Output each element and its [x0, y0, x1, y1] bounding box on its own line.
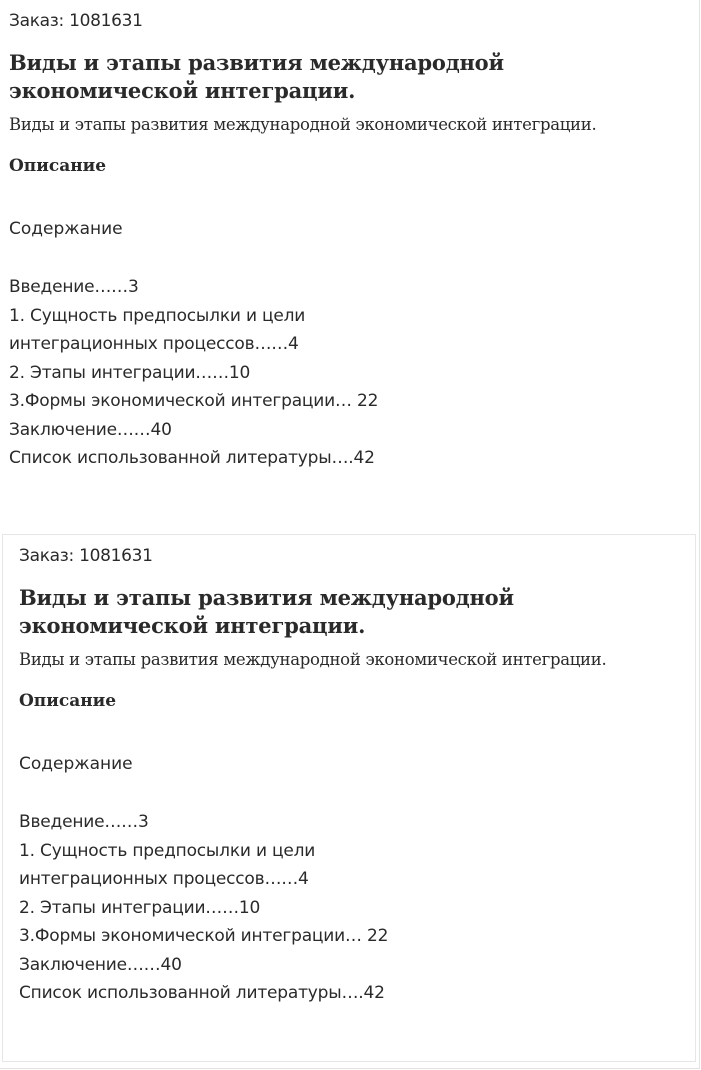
work-title: Виды и этапы развития международной экономической интеграции. [19, 585, 514, 638]
toc-item: Введение……3 [9, 277, 139, 297]
order-number: Заказ: 1081631 [19, 546, 153, 566]
description-heading: Описание [19, 691, 117, 711]
toc-item: 1. Сущность предпосылки и цели [9, 305, 306, 326]
contents-title: Содержание [9, 219, 123, 239]
toc-item: интеграционных процессов……4 [19, 869, 309, 889]
toc-item: 2. Этапы интеграции……10 [9, 362, 251, 383]
contents-title: Содержание [19, 754, 133, 774]
description-heading: Описание [9, 156, 107, 176]
toc-item: интеграционных процессов……4 [9, 334, 299, 354]
order-number: Заказ: 1081631 [9, 11, 143, 31]
toc-item: 2. Этапы интеграции……10 [19, 897, 261, 918]
work-title: Виды и этапы развития международной экономической интеграции. [9, 50, 504, 103]
toc-item: Заключение……40 [19, 954, 182, 975]
toc-item: Введение……3 [19, 812, 149, 832]
table-of-contents [19, 808, 695, 1008]
toc-item: Список использованной литературы….42 [9, 448, 375, 468]
toc-item: 3.Формы экономической интеграции… 22 [9, 391, 379, 411]
toc-item: Список использованной литературы….42 [19, 983, 385, 1003]
order-card [2, 534, 696, 1062]
toc-item: 3.Формы экономической интеграции… 22 [19, 926, 389, 946]
work-subtitle: Виды и этапы развития международной экономической интеграции. [19, 650, 607, 669]
toc-item: Заключение……40 [9, 419, 172, 440]
order-card [9, 8, 699, 473]
table-of-contents [9, 273, 699, 473]
work-subtitle: Виды и этапы развития международной экономической интеграции. [9, 115, 597, 134]
toc-item: 1. Сущность предпосылки и цели [19, 840, 316, 861]
